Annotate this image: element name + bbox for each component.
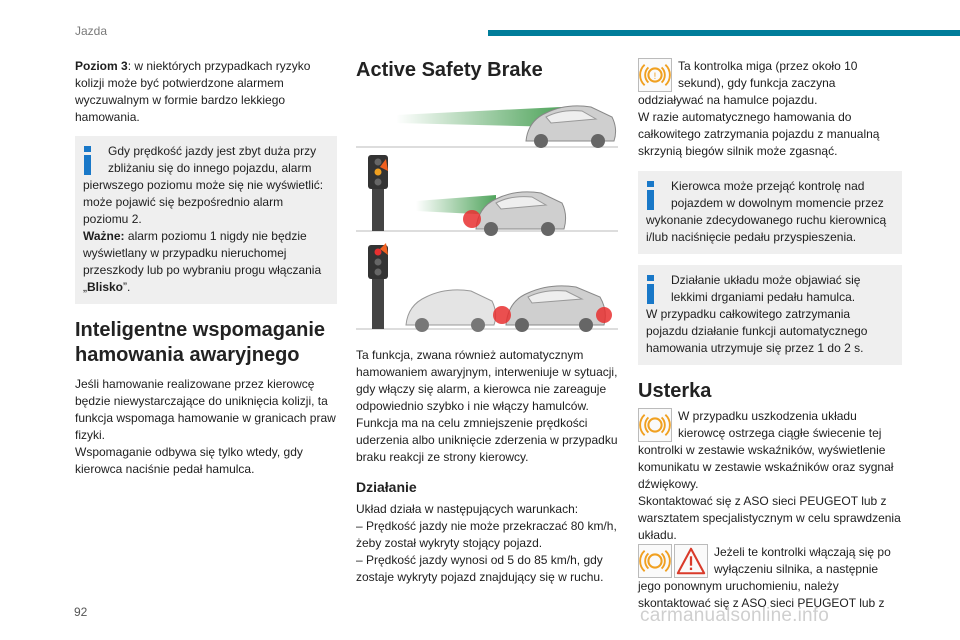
illustration-car-alert-traffic-light bbox=[356, 151, 618, 237]
brake-assist-paragraph-1: Jeśli hamowanie realizowane przez kierowcę będzie niewystarczające do uniknięcia kolizji, ta funkcja wspomaga hamowanie w granicach praw fizyki. bbox=[75, 377, 336, 442]
fault2-block bbox=[638, 544, 902, 612]
fault-contact-paragraph: Skontaktować się z ASO sieci PEUGEOT lub z warsztatem specjalistycznym w celu sprawdzenia układu. bbox=[638, 494, 901, 542]
asb-paragraph-2: Funkcja ma na celu zmniejszenie prędkości uderzenia albo uniknięcie zderzenia w przypadku braku reakcji ze strony kierowcy. bbox=[356, 416, 618, 464]
brake-assist-paragraph-2: Wspomaganie odbywa się tylko wtedy, gdy kierowca naciśnie pedał hamulca. bbox=[75, 445, 303, 476]
operation-condition-1: – Prędkość jazdy nie może przekraczać 80 km/h, żeby został wykryty stojący pojazd. bbox=[356, 519, 617, 550]
fault2-text-first: Jeżeli te kontrolki włączają się po wyłączeniu silnika, a następnie bbox=[714, 545, 891, 576]
section-heading-emergency-brake-assist: Inteligentne wspomaganie hamowania awaryjnego bbox=[75, 319, 326, 366]
section-heading-active-safety-brake: Active Safety Brake bbox=[356, 59, 543, 81]
asb-paragraph-1: Ta funkcja, zwana również automatycznym hamowaniem awaryjnym, interweniuje w sytuacji, gdy włączy się alarm, a kierowca nie zareaguje odpowiednio szybko i nie włączy hamulców. bbox=[356, 348, 618, 413]
asb-fault-lamp-icon bbox=[638, 408, 672, 442]
lamp-text-first: Ta kontrolka miga (przez około 10 sekund), gdy funkcja zaczyna bbox=[678, 59, 858, 90]
operation-intro: Układ działa w następujących warunkach: bbox=[356, 502, 579, 516]
fault-block bbox=[638, 408, 902, 493]
column-middle bbox=[356, 58, 618, 586]
operation-condition-2: – Prędkość jazdy wynosi od 5 do 85 km/h, gdy zostaje wykryty pojazd znajdujący się w ruchu. bbox=[356, 553, 604, 584]
header-accent-bar bbox=[488, 30, 960, 36]
info-box-level1: Gdy prędkość jazdy jest zbyt duża przy zbliżaniu się do innego pojazdu, alarm pierwszego poziomu może się nie wyświetlić: może pojawić się bezpośrednio alarm poziomu 2. Ważne: alarm poziomu 1 nigdy nie będzie wyświetlany w przypadku nieruchomej przeszkody lub po wybraniu progu włączania „Blisko”. bbox=[75, 136, 337, 304]
info-box-pedal-vibration: Działanie układu może objawiać się lekkimi drganiami pedału hamulca. W przypadku całkowitego zatrzymania pojazdu działanie funkcji automatycznego hamowania utrzymuje się przez 1 do 2 s. bbox=[638, 265, 902, 365]
lamp-text-rest: oddziaływać na hamulce pojazdu. bbox=[638, 93, 818, 107]
fault-text-first: W przypadku uszkodzenia układu kierowcę ostrzega ciągłe świecenie tej bbox=[678, 409, 882, 440]
watermark: carmanualsonline.info bbox=[640, 605, 830, 626]
info-icon bbox=[646, 181, 656, 209]
svg-text:!: ! bbox=[653, 70, 657, 81]
info-icon bbox=[646, 275, 656, 303]
page-number: 92 bbox=[74, 605, 88, 619]
warning-triangle-icon bbox=[674, 544, 708, 578]
column-right bbox=[638, 58, 902, 612]
illustration-car-detecting bbox=[356, 89, 618, 151]
asb-warning-lamp-icon bbox=[638, 58, 672, 92]
manual-gearbox-paragraph: W razie automatycznego hamowania do całkowitego zatrzymania pojazdu z manualną skrzynią biegów silnik może zgasnąć. bbox=[638, 110, 880, 158]
level3-paragraph: Poziom 3: w niektórych przypadkach ryzyko kolizji może być potwierdzone alarmem wyczuwalnym w formie bardzo lekkiego hamowania. bbox=[75, 59, 311, 124]
info-box-driver-control: Kierowca może przejąć kontrolę nad pojazdem w dowolnym momencie przez wykonanie zdecydowanego ruchu kierownicą i/lub naciśnięcie pedału przyspieszenia. bbox=[638, 171, 902, 254]
info-icon bbox=[83, 146, 93, 174]
subheading-operation: Działanie bbox=[356, 479, 417, 495]
illustration-group bbox=[356, 89, 618, 337]
lamp-block bbox=[638, 58, 902, 109]
page-header-title: Jazda bbox=[75, 24, 108, 38]
column-left bbox=[75, 58, 337, 478]
illustration-car-braking-to-stopped-vehicle bbox=[356, 239, 618, 335]
fault-text-rest: kontrolki w zestawie wskaźników, wyświetlenie komunikatu w zestawie wskaźników oraz sygnał dźwiękowy. bbox=[638, 443, 894, 491]
asb-lamp-icon bbox=[638, 544, 672, 578]
fault2-text-rest: jego ponownym uruchomieniu, należy skontaktować się z ASO sieci PEUGEOT lub z bbox=[638, 579, 885, 610]
section-heading-fault: Usterka bbox=[638, 380, 712, 402]
